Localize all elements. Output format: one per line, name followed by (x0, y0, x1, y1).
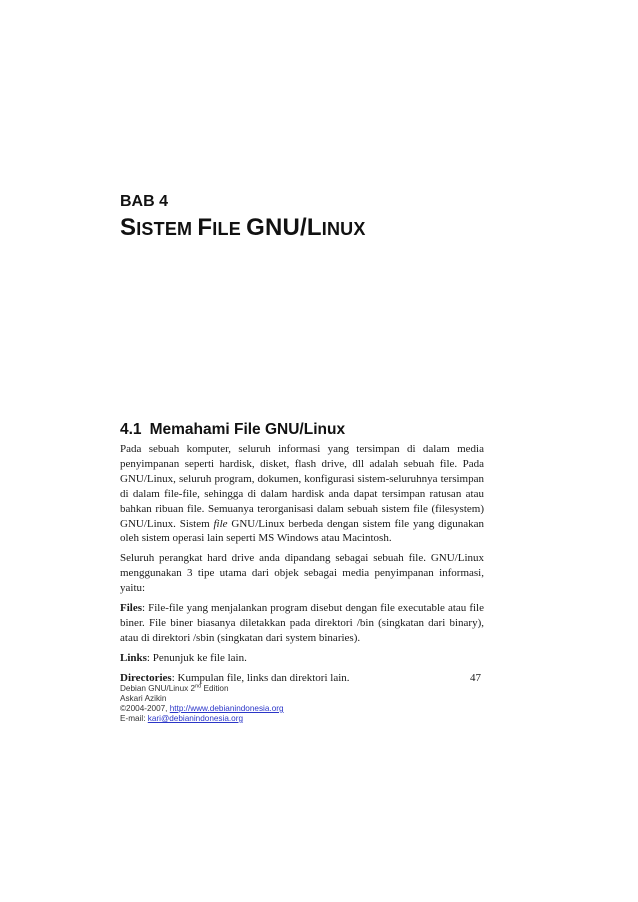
chapter-title-part: F (197, 214, 213, 241)
chapter-title-part: S (120, 214, 137, 241)
paragraph-text: GNU/Linux berbeda dengan sistem file yang digunakan oleh sistem operasi lain seperti MS Windows atau Macintosh. (120, 517, 484, 545)
definition-files (120, 601, 484, 646)
section-heading (120, 421, 345, 439)
term-links: Links (120, 651, 147, 664)
page-number: 47 (470, 672, 481, 684)
edition-text: Debian GNU/Linux 2 (120, 684, 196, 693)
paragraph-objects: Seluruh perangkat hard drive anda dipandang sebagai sebuah file. GNU/Linux menggunakan 3 tipe utama dari objek sebagai media penyimpanan informasi, yaitu: (120, 552, 484, 595)
paragraph-text: Pada sebuah komputer, seluruh informasi yang tersimpan di dalam media penyimpanan seperti hardisk, disket, flash drive, dll adalah sebuah file. Pada GNU/Linux, seluruh program, dokumen, konfigurasi sistem-seluruhnya tersimpan di dalam file-file, sehingga di dalam hardisk anda dapat tersimpan ratusan atau bahkan ribuan file. Semuanya terorganisasi dalam sebuah sistem file (filesystem) GNU/Linux. Sistem (120, 443, 484, 530)
italic-word: file (213, 517, 228, 530)
section-number: 4.1 (120, 421, 142, 438)
footer-author: Askari Azikin (120, 694, 167, 703)
chapter-title (120, 214, 366, 242)
website-link[interactable]: http://www.debianindonesia.org (169, 704, 284, 713)
footer-copyright (120, 704, 284, 714)
chapter-title-part: ILE (212, 219, 247, 239)
term-files: Files (120, 602, 142, 615)
paragraph-intro (120, 442, 484, 546)
chapter-title-part: ISTEM (136, 219, 198, 239)
chapter-title-part: GNU/L (246, 214, 322, 241)
email-link[interactable]: kari@debianindonesia.org (147, 714, 244, 723)
footer-edition (120, 684, 284, 694)
footer-email (120, 714, 284, 724)
definition-text: : Kumpulan file, links dan direktori lain. (171, 671, 350, 684)
chapter-label: BAB 4 (120, 193, 169, 210)
body-text (120, 442, 484, 691)
copyright-text: ©2004-2007, (120, 704, 170, 713)
chapter-title-part: INUX (321, 219, 366, 239)
footer (120, 684, 284, 724)
definition-text: : Penunjuk ke file lain. (146, 651, 247, 664)
definition-links (120, 651, 484, 666)
term-directories: Directories (120, 671, 172, 684)
edition-text: Edition (201, 684, 229, 693)
section-title: Memahami File GNU/Linux (149, 421, 346, 438)
edition-superscript: nd (195, 683, 202, 690)
email-label: E-mail: (120, 714, 148, 723)
definition-text: : File-file yang menjalankan program disebut dengan file executable atau file biner. File biner biasanya diletakkan pada direktori /bin (singkatan dari binary), atau di direktori /sbin (singkatan dari system binaries). (120, 602, 484, 644)
